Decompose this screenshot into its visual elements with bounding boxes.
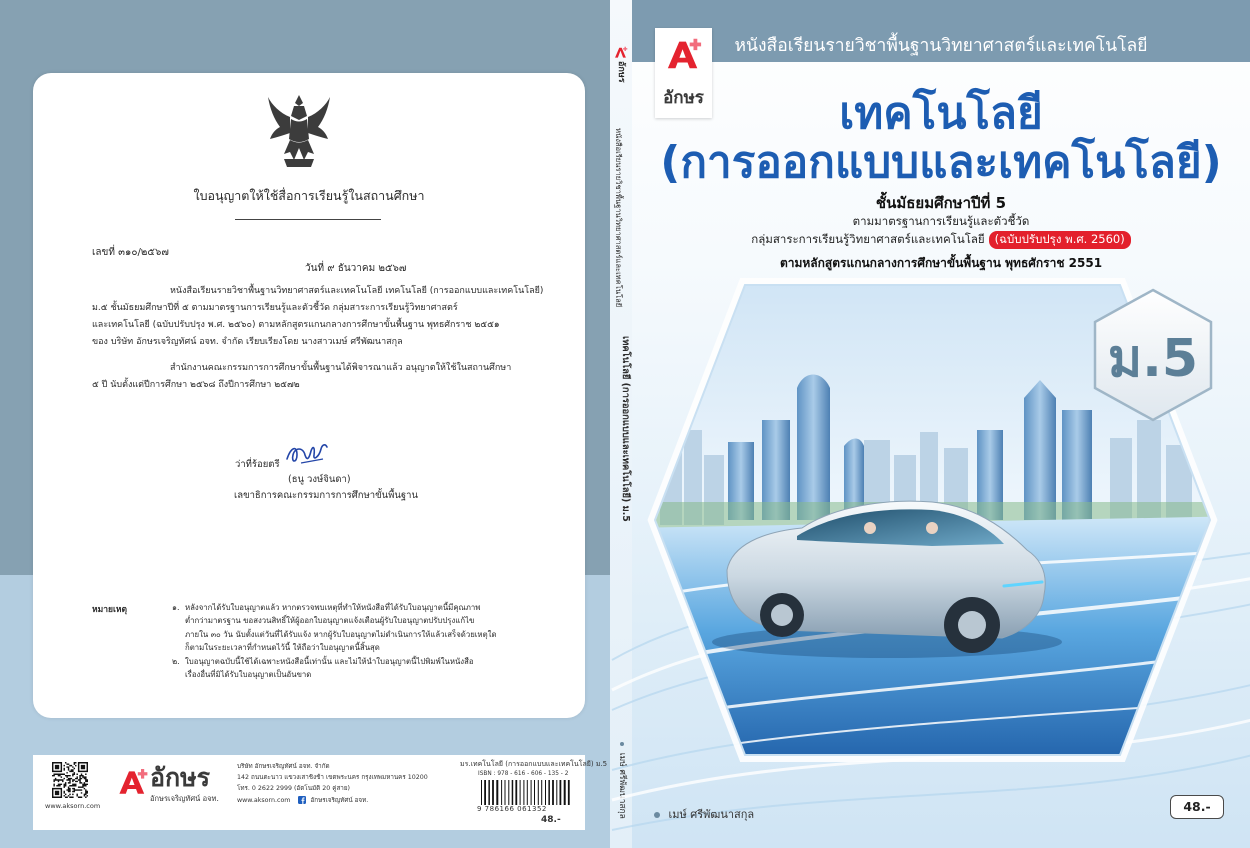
publisher-website-link[interactable]: www.aksorn.com	[237, 797, 291, 804]
publisher-phone: โทร. 0 2622 2999 (อัตโนมัติ 20 คู่สาย)	[237, 785, 350, 792]
signer-position: เลขาธิการคณะกรรมการการศึกษาขั้นพื้นฐาน	[234, 490, 418, 501]
license-paragraph-line: หนังสือเรียนรายวิชาพื้นฐานวิทยาศาสตร์และเทคโนโลยี เทคโนโลยี (การออกแบบและเทคโนโลยี)	[170, 286, 544, 296]
subject-group-line	[632, 231, 1250, 249]
spine-logo-text: อักษร	[616, 61, 626, 83]
signer-rank: ว่าที่ร้อยตรี	[235, 459, 280, 470]
standard-line: ตามมาตรฐานการเรียนรู้และตัวชี้วัด	[852, 214, 1030, 228]
qr-code[interactable]	[52, 762, 88, 798]
front-cover	[632, 0, 1250, 848]
signature-mark	[283, 437, 333, 469]
publisher-logo-text: อักษร	[150, 763, 211, 792]
license-card	[33, 73, 585, 718]
garuda-emblem-icon	[266, 93, 332, 171]
publisher-logo-subtext: อักษรเจริญทัศน์ อจท.	[150, 794, 219, 803]
spine-title: เทคโนโลยี (การออกแบบและเทคโนโลยี) ม.5	[620, 336, 631, 522]
spine-series: หนังสือเรียนรายวิชาพื้นฐานวิทยาศาสตร์และเทคโนโลยี	[614, 128, 623, 308]
spine-author	[615, 742, 629, 819]
spine	[610, 0, 632, 848]
signer-name: (ธนู วงษ์จินดา)	[288, 474, 351, 485]
level-badge	[1087, 284, 1219, 428]
note-number: ๑.	[172, 603, 180, 612]
note-line: เรื่องอื่นที่มิได้รับใบอนุญาตเป็นอันขาด	[185, 670, 312, 679]
subject-group: กลุ่มสาระการเรียนรู้วิทยาศาสตร์และเทคโนโลยี	[751, 232, 985, 246]
book-title: เทคโนโลยี	[839, 88, 1043, 139]
license-paragraph-line: และเทคโนโลยี (ฉบับปรับปรุง พ.ศ. ๒๕๖๐) ตามหลักสูตรแกนกลางการศึกษาขั้นพื้นฐาน พุทธศักราช ๒๕๕๑	[92, 320, 500, 330]
author	[654, 805, 754, 823]
note-line: ใบอนุญาตฉบับนี้ใช้ได้เฉพาะหนังสือนี้เท่านั้น และไม่ให้นำใบอนุญาตนี้ไปพิมพ์ในหนังสือ	[185, 657, 474, 666]
curriculum-line: ตามหลักสูตรแกนกลางการศึกษาขั้นพื้นฐาน พุทธศักราช 2551	[779, 256, 1103, 270]
logo-text: อักษร	[663, 88, 704, 108]
series-heading: หนังสือเรียนรายวิชาพื้นฐานวิทยาศาสตร์และเทคโนโลยี	[734, 36, 1148, 56]
note-number: ๒.	[172, 657, 180, 666]
spine-logo-icon	[614, 46, 628, 58]
license-title: ใบอนุญาตให้ใช้สื่อการเรียนรู้ในสถานศึกษา	[193, 188, 425, 203]
title-divider	[235, 219, 381, 220]
back-cover	[0, 0, 610, 848]
license-number: เลขที่ ๓๑๐/๒๕๖๗	[92, 247, 169, 258]
publisher-links	[237, 795, 368, 805]
notes-label: หมายเหตุ	[92, 605, 127, 615]
price-tag: 48.-	[1170, 795, 1224, 819]
publisher-strip	[33, 755, 608, 830]
barcode-number: 9 786166 061352	[477, 805, 547, 813]
revision-badge: (ฉบับปรับปรุง พ.ศ. 2560)	[989, 231, 1131, 249]
approval-paragraph-line: ๕ ปี นับตั้งแต่ปีการศึกษา ๒๕๖๘ ถึงปีการศึกษา ๒๕๗๒	[92, 380, 300, 390]
book-subtitle: (การออกแบบและเทคโนโลยี)	[660, 137, 1222, 188]
facebook-icon	[298, 796, 306, 804]
bullet-dot	[620, 742, 624, 746]
approval-paragraph-line: สำนักงานคณะกรรมการการศึกษาขั้นพื้นฐานได้พิจารณาแล้ว อนุญาตให้ใช้ในสถานศึกษา	[170, 363, 512, 373]
spine-author-name: เมษ์ ศรีพัฒนาสกุล	[617, 752, 627, 819]
qr-website: www.aksorn.com	[45, 802, 101, 810]
aksorn-logo-icon	[665, 36, 703, 70]
license-paragraph-line: ม.๕ ชั้นมัธยมศึกษาปีที่ ๕ ตามมาตรฐานการเรียนรู้และตัวชี้วัด กลุ่มสาระการเรียนรู้วิทยาศาสตร์	[92, 303, 458, 313]
aksorn-logo-icon	[117, 767, 149, 795]
book-code: มร.เทคโนโลยี (การออกแบบและเทคโนโลยี) ม.5	[460, 760, 608, 768]
license-paragraph-line: ของ บริษัท อักษรเจริญทัศน์ อจท. จำกัด เรียบเรียงโดย นางสาวเมษ์ ศรีพัฒนาสกุล	[92, 337, 403, 347]
barcode-bars	[481, 780, 570, 805]
isbn: ISBN : 978 - 616 - 606 - 135 - 2	[478, 771, 569, 777]
author-name: เมษ์ ศรีพัฒนาสกุล	[668, 808, 755, 821]
back-price: 48.-	[541, 815, 561, 825]
license-date: วันที่ ๙ ธันวาคม ๒๕๖๗	[305, 263, 407, 274]
publisher-facebook-link[interactable]: อักษรเจริญทัศน์ อจท.	[310, 797, 369, 804]
publisher-address: 142 ถนนตะนาว แขวงเสาชิงช้า เขตพระนคร กรุงเทพมหานคร 10200	[237, 774, 428, 781]
note-line: ต่ำกว่ามาตรฐาน ขอสงวนสิทธิ์ให้ผู้ออกใบอนุญาตแจ้งเตือนผู้รับใบอนุญาตปรับปรุงแก้ไข	[185, 616, 475, 625]
note-line: หลังจากได้รับใบอนุญาตแล้ว หากตรวจพบเหตุที่ทำให้หนังสือที่ได้รับใบอนุญาตนี้มีคุณภาพ	[185, 603, 481, 612]
barcode	[479, 780, 571, 805]
note-line: ภายใน ๓๐ วัน นับตั้งแต่วันที่ได้รับแจ้ง หากผู้รับใบอนุญาตไม่ดำเนินการให้แล้วเสร็จด้วยเหตุใด	[185, 630, 497, 639]
publisher-company: บริษัท อักษรเจริญทัศน์ อจท. จำกัด	[237, 763, 330, 770]
bullet-dot	[654, 812, 660, 818]
note-line: ก็ตามในระยะเวลาที่กำหนดไว้นี้ ให้ถือว่าใบอนุญาตนี้สิ้นสุด	[185, 643, 380, 652]
level-badge-text: ม.5	[1107, 329, 1199, 389]
grade-level: ชั้นมัธยมศึกษาปีที่ 5	[875, 194, 1007, 212]
